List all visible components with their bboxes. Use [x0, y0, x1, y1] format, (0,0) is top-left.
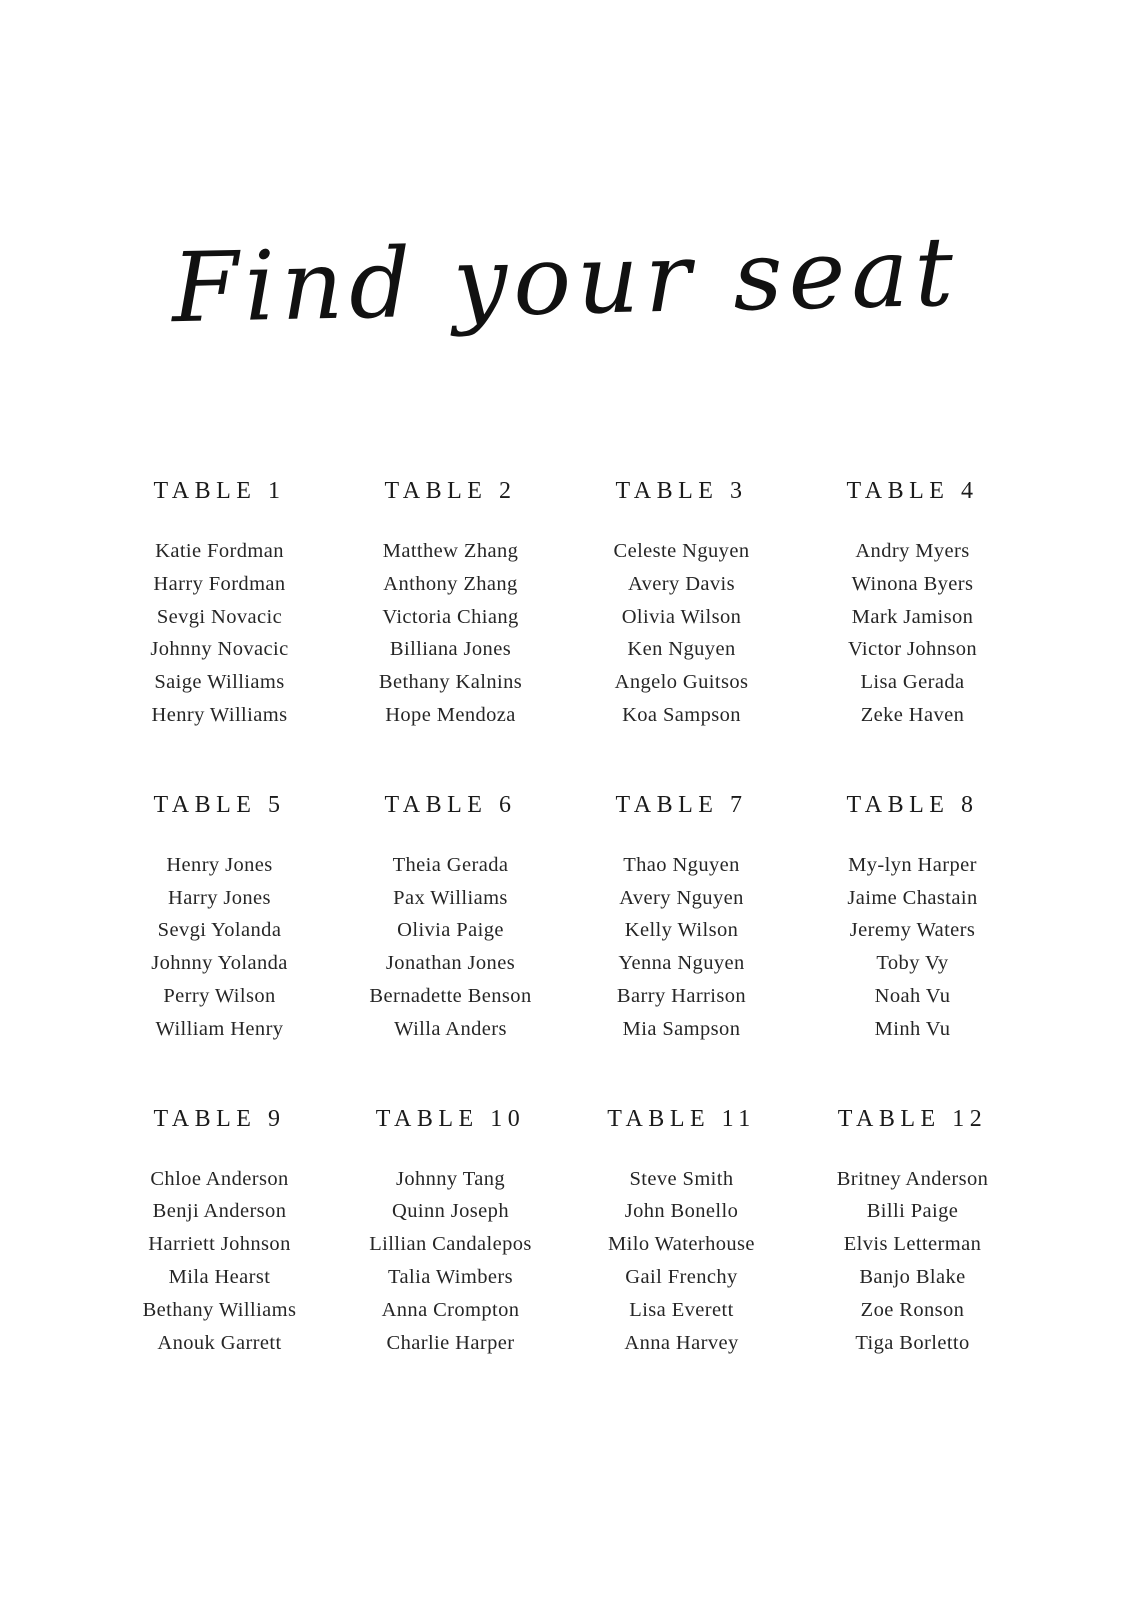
guest-name: Katie Fordman [155, 540, 284, 562]
table-block [797, 1106, 1028, 1360]
table-heading: TABLE 2 [384, 478, 517, 504]
table-heading: TABLE 11 [607, 1105, 756, 1132]
guest-list [104, 535, 335, 732]
guest-name: Celeste Nguyen [613, 540, 750, 562]
guest-name: Theia Gerada [392, 853, 509, 876]
guest-list [104, 849, 335, 1046]
guest-name: Harry Jones [168, 886, 271, 909]
guest-name: Perry Wilson [163, 984, 276, 1007]
guest-name: Hope Mendoza [385, 703, 516, 726]
guest-name: Victoria Chiang [382, 605, 519, 628]
guest-name: Chloe Anderson [150, 1167, 289, 1190]
guest-name: Milo Waterhouse [608, 1233, 755, 1256]
table-heading: TABLE 1 [153, 478, 286, 504]
table-block [566, 792, 797, 1046]
guest-name: Harriett Johnson [148, 1233, 291, 1256]
guest-name: Zoe Ronson [860, 1298, 965, 1321]
guest-name: John Bonello [624, 1200, 739, 1223]
table-block [104, 478, 335, 732]
guest-name: Anna Harvey [624, 1331, 739, 1354]
table-block [335, 792, 566, 1046]
guest-name: Bernadette Benson [369, 984, 532, 1007]
guest-name: Billi Paige [866, 1200, 959, 1223]
guest-name: Billiana Jones [389, 638, 512, 661]
guest-list [335, 849, 566, 1046]
guest-name: Matthew Zhang [382, 540, 519, 562]
guest-name: Benji Anderson [152, 1200, 287, 1223]
page-title: Find your seat [170, 215, 961, 345]
guest-name: Zeke Haven [860, 703, 965, 726]
guest-name: Sevgi Yolanda [157, 919, 282, 942]
table-block [797, 478, 1028, 732]
guest-name: Saige Williams [154, 671, 285, 694]
guest-list [566, 1163, 797, 1360]
table-heading: TABLE 3 [615, 478, 748, 504]
guest-name: Bethany Williams [142, 1298, 297, 1321]
guest-name: Anna Crompton [381, 1298, 520, 1321]
guest-name: Henry Williams [151, 703, 288, 726]
guest-list [335, 535, 566, 732]
guest-name: Bethany Kalnins [378, 671, 523, 694]
guest-name: Johnny Novacic [150, 638, 289, 661]
guest-name: Angelo Guitsos [614, 671, 749, 694]
guest-name: Lisa Everett [629, 1298, 734, 1321]
table-heading: TABLE 5 [153, 791, 286, 818]
table-heading: TABLE 10 [375, 1105, 526, 1132]
guest-name: Lillian Candalepos [369, 1233, 532, 1256]
table-block [566, 1106, 797, 1360]
guest-name: Pax Williams [393, 886, 508, 909]
table-heading: TABLE 8 [846, 791, 979, 818]
guest-name: Jonathan Jones [385, 952, 516, 975]
guest-list [797, 535, 1028, 732]
guest-name: Willa Anders [394, 1017, 507, 1040]
guest-list [797, 1163, 1028, 1360]
guest-name: Barry Harrison [616, 984, 747, 1007]
guest-name: Anouk Garrett [157, 1331, 282, 1354]
guest-name: Mila Hearst [168, 1265, 271, 1288]
guest-name: Johnny Yolanda [151, 952, 288, 975]
guest-name: Mark Jamison [851, 605, 974, 628]
guest-name: Quinn Joseph [392, 1200, 509, 1223]
guest-name: Johnny Tang [395, 1167, 506, 1190]
table-block [104, 792, 335, 1046]
guest-name: Thao Nguyen [623, 853, 740, 876]
guest-name: Winona Byers [851, 572, 974, 595]
table-heading: TABLE 7 [615, 791, 748, 818]
guest-name: Ken Nguyen [627, 638, 736, 661]
table-block [335, 1106, 566, 1360]
guest-name: Sevgi Novacic [156, 605, 283, 628]
guest-name: My-lyn Harper [848, 853, 977, 876]
guest-name: Britney Anderson [836, 1167, 989, 1190]
guest-list [797, 849, 1028, 1046]
table-block [335, 478, 566, 732]
guest-list [566, 535, 797, 732]
guest-name: Gail Frenchy [625, 1265, 738, 1288]
guest-name: Henry Jones [166, 853, 273, 876]
table-heading: TABLE 4 [846, 478, 979, 504]
guest-name: William Henry [155, 1017, 284, 1040]
guest-name: Jaime Chastain [847, 886, 978, 909]
table-block [566, 478, 797, 732]
table-heading: TABLE 6 [384, 791, 517, 818]
table-heading: TABLE 12 [837, 1105, 988, 1132]
guest-name: Tiga Borletto [855, 1331, 970, 1354]
guest-name: Minh Vu [874, 1017, 951, 1040]
table-block [797, 792, 1028, 1046]
guest-name: Avery Nguyen [619, 886, 744, 909]
guest-name: Charlie Harper [386, 1331, 515, 1354]
guest-name: Avery Davis [627, 572, 736, 595]
guest-name: Andry Myers [855, 540, 970, 562]
guest-name: Banjo Blake [859, 1265, 966, 1288]
guest-name: Anthony Zhang [383, 572, 518, 595]
guest-name: Victor Johnson [847, 638, 978, 661]
guest-name: Harry Fordman [153, 572, 286, 595]
guest-name: Toby Vy [876, 952, 949, 975]
table-grid [104, 478, 1028, 1359]
guest-list [335, 1163, 566, 1360]
guest-name: Kelly Wilson [624, 919, 739, 942]
table-block [104, 1106, 335, 1360]
guest-list [566, 849, 797, 1046]
guest-name: Talia Wimbers [388, 1265, 513, 1288]
guest-name: Mia Sampson [622, 1017, 741, 1040]
guest-name: Olivia Wilson [621, 605, 742, 628]
guest-name: Olivia Paige [397, 919, 504, 942]
guest-name: Yenna Nguyen [618, 952, 745, 975]
table-heading: TABLE 9 [153, 1105, 286, 1132]
guest-name: Lisa Gerada [860, 671, 965, 694]
guest-name: Steve Smith [629, 1167, 734, 1190]
guest-name: Koa Sampson [622, 703, 741, 726]
guest-name: Jeremy Waters [849, 919, 976, 942]
guest-name: Elvis Letterman [843, 1233, 982, 1256]
guest-name: Noah Vu [874, 984, 951, 1007]
guest-list [104, 1163, 335, 1360]
